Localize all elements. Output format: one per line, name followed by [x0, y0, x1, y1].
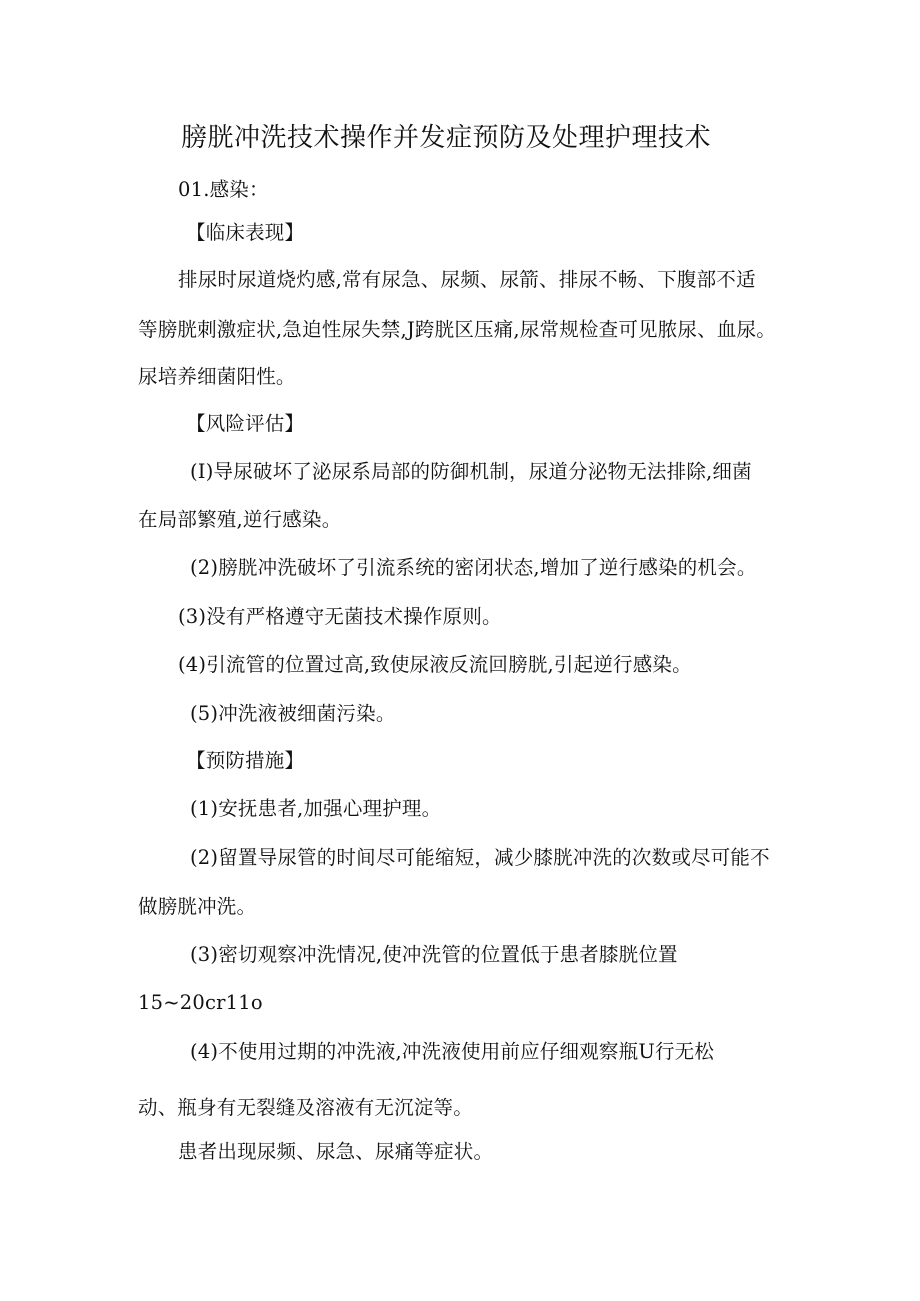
section-heading: 01.感染：	[178, 178, 269, 201]
paragraph-line: (2)膀胱冲洗破坏了引流系统的密闭状态,增加了逆行感染的机会。	[190, 556, 757, 579]
paragraph-line: 在局部繁殖,逆行感染。	[138, 508, 342, 531]
paragraph-line: (5)冲洗液被细菌污染。	[190, 702, 396, 725]
page-title: 膀胱冲洗技术操作并发症预防及处理护理技术	[181, 123, 712, 153]
paragraph-line: 动、瓶身有无裂缝及溶液有无沉淀等。	[138, 1096, 473, 1119]
paragraph-line: 15~20cr11o	[138, 991, 263, 1014]
paragraph-line: 排尿时尿道烧灼感,常有尿急、尿频、尿箭、排尿不畅、下腹部不适	[178, 268, 756, 291]
paragraph-line: (I)导尿破坏了泌尿系局部的防御机制，尿道分泌物无法排除,细菌	[190, 460, 752, 483]
prevention-heading: 【预防措施】	[186, 749, 305, 772]
paragraph-line: 做膀胱冲洗。	[138, 895, 257, 918]
paragraph-line: (3)没有严格遵守无菌技术操作原则。	[178, 605, 502, 628]
paragraph-line: (1)安抚患者,加强心理护理。	[190, 797, 442, 820]
paragraph-line: (4)引流管的位置过高,致使尿液反流回膀胱,引起逆行感染。	[178, 653, 692, 676]
paragraph-line: 患者出现尿频、尿急、尿痛等症状。	[178, 1140, 494, 1163]
paragraph-line: 等膀胱刺激症状,急迫性尿失禁,J跨胱区压痛,尿常规检查可见脓尿、血尿。	[138, 318, 776, 341]
paragraph-line: (4)不使用过期的冲洗液,冲洗液使用前应仔细观察瓶U行无松	[190, 1040, 715, 1063]
paragraph-line: 尿培养细菌阳性。	[138, 365, 296, 388]
risk-heading: 【风险评估】	[186, 412, 305, 435]
paragraph-line: (3)密切观察冲洗情况,使冲洗管的位置低于患者膝胱位置	[190, 943, 678, 966]
paragraph-line: (2)留置导尿管的时间尽可能缩短，减少膝胱冲洗的次数或尽可能不	[190, 846, 770, 869]
clinical-heading: 【临床表现】	[186, 221, 305, 244]
